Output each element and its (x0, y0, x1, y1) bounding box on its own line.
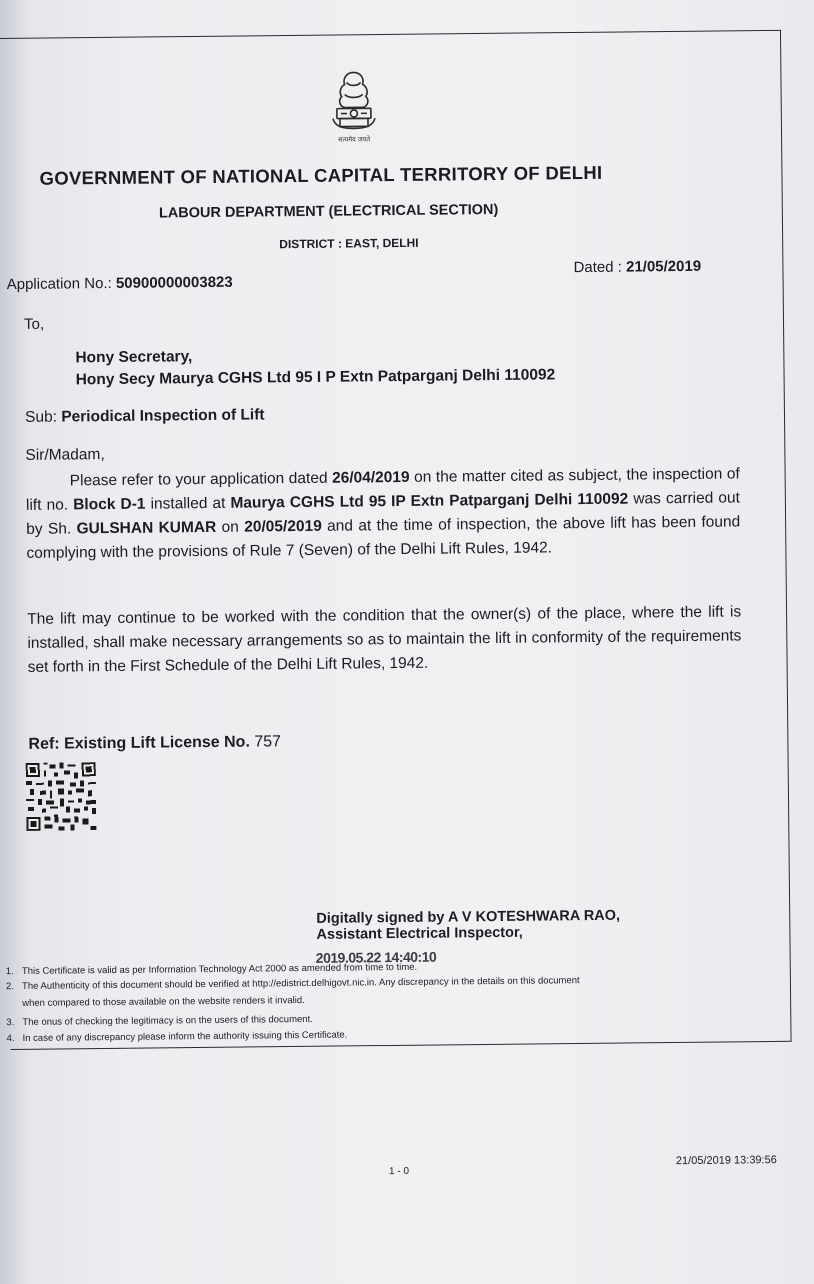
application-number (7, 274, 233, 293)
footnote-number: 4. (6, 1033, 15, 1045)
recipient-address: Hony Secy Maurya CGHS Ltd 95 I P Extn Patparganj Delhi 110092 (75, 366, 556, 389)
footnote-item (5, 1025, 775, 1044)
footnote-text: In case of any discrepancy please inform the authority issuing this Certificate. (22, 1029, 348, 1044)
license-reference (28, 733, 281, 754)
application-date: 26/04/2019 (331, 468, 410, 487)
dated-value: 21/05/2019 (625, 257, 702, 276)
subject-line (25, 406, 265, 427)
footnote-text: This Certificate is valid as per Information Technology Act 2000 as amended from time to time. (21, 961, 418, 977)
application-label: Application No.: (6, 274, 116, 294)
signature-designation: Assistant Electrical Inspector, (316, 924, 523, 943)
qr-code-icon (26, 762, 97, 831)
salutation: Sir/Madam, (25, 446, 105, 464)
p1-text-2: on the matter cited as subject, the inspection of lift no. (25, 465, 740, 514)
dated-label: Dated : (573, 258, 627, 277)
printed-timestamp: 21/05/2019 13:39:56 (675, 1154, 777, 1168)
footnote-item (4, 990, 774, 1009)
recipient-name: Hony Secretary, (75, 348, 193, 367)
issue-date (573, 258, 701, 276)
district-label: DISTRICT : EAST, DELHI (279, 235, 419, 252)
lift-number: Block D-1 (73, 495, 146, 514)
body-paragraph-1 (26, 462, 741, 565)
p1-text-1: Please refer to your application dated (69, 469, 333, 490)
emblem-caption: सत्यमेव जयते (338, 135, 371, 144)
footnote-text: when compared to those available on the website renders it invalid. (22, 995, 305, 1009)
footnote-text: The onus of checking the legitimacy is on the users of this document. (22, 1013, 313, 1028)
to-label: To, (24, 315, 45, 333)
application-value: 50900000003823 (115, 273, 233, 292)
digital-signature (316, 908, 620, 943)
footnote-number: 3. (6, 1017, 15, 1029)
footnote-number: 1. (5, 966, 14, 978)
p1-text-4: was carried out by Sh. (26, 489, 741, 538)
license-number: 757 (254, 733, 282, 751)
lift-location: Maurya CGHS Ltd 95 IP Extn Patparganj Delhi 110092 (230, 490, 629, 512)
footnote-number: 2. (5, 981, 15, 993)
inspector-name: GULSHAN KUMAR (76, 518, 217, 538)
subject-label: Sub: (24, 408, 62, 426)
reference-label: Ref: Existing Lift License No. (28, 733, 250, 753)
signature-timestamp: 2019.05.22 14:40:10 (315, 948, 437, 966)
p1-text-6: and at the time of inspection, the above lift has been found complying with the provisions of Rule 7 (Seven) of the Delhi Lift Rules, 1942. (26, 513, 741, 562)
inspection-date: 20/05/2019 (244, 517, 322, 536)
p1-text-5: on (216, 518, 245, 536)
signature-signer: Digitally signed by A V KOTESHWARA RAO, (316, 907, 621, 927)
footnote-text: The Authenticity of this document should be verified at http://edistrict.delhigovt.nic.in. Any discrepancy in the details on this document (21, 975, 580, 992)
national-emblem-icon (322, 66, 385, 149)
page-number: 1 - 0 (388, 1165, 410, 1178)
department-title: LABOUR DEPARTMENT (ELECTRICAL SECTION) (158, 201, 499, 222)
subject-text: Periodical Inspection of Lift (61, 406, 265, 426)
government-title: GOVERNMENT OF NATIONAL CAPITAL TERRITORY OF DELHI (39, 161, 603, 189)
footnote-item (4, 1009, 774, 1028)
footnotes (4, 948, 775, 1045)
p1-text-3: installed at (145, 494, 231, 513)
body-paragraph-2: The lift may continue to be worked with the condition that the owner(s) of the place, where the lift is installed, shall make necessary arrangements so as to maintain the lift in conformity of the requirements set forth in the First Schedule of the Delhi Lift Rules, 1942. (27, 603, 742, 676)
